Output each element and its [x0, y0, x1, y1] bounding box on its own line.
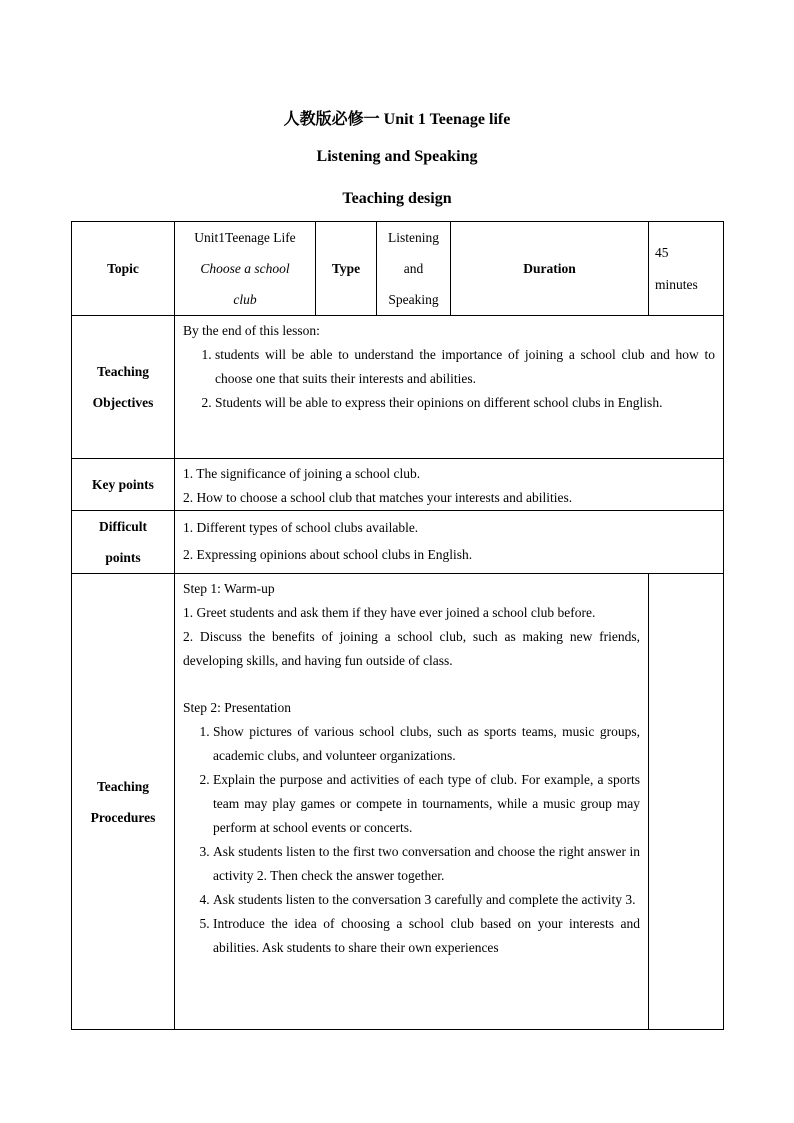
difficult-points-content [175, 511, 724, 574]
key-point-item: 2. How to choose a school club that matches your interests and abilities. [183, 490, 573, 505]
objectives-label-line: Teaching [96, 364, 150, 379]
step2-item: 4. Ask students listen to the conversation 3 carefully and complete the activity 3. [213, 888, 640, 912]
step2-list [183, 720, 640, 960]
notes-column [649, 574, 724, 1030]
difficult-points-label [72, 511, 175, 574]
duration-line: minutes [655, 276, 698, 292]
procedures-content [175, 574, 649, 1030]
key-points-content [175, 459, 724, 511]
difficult-points-row [72, 511, 724, 574]
difficult-point-item: 1. Different types of school clubs available. [183, 520, 419, 535]
topic-line: Unit1Teenage Life [194, 230, 296, 245]
objectives-row [72, 316, 724, 459]
document-heading: Teaching design [342, 190, 452, 207]
type-line: Listening [388, 230, 439, 245]
duration-value [649, 222, 724, 316]
objectives-content [175, 316, 724, 459]
type-value [377, 222, 451, 316]
document-title: 人教版必修一 Unit 1 Teenage life [283, 111, 511, 128]
step1-title: Step 1: Warm-up [183, 581, 275, 596]
step2-item: 5. Introduce the idea of choosing a school club based on your interests and abilities. Ask students to share their own experiences [213, 912, 640, 960]
key-points-label: Key points [72, 459, 175, 511]
procedures-label-line: Teaching [96, 778, 150, 794]
procedures-label [72, 574, 175, 1030]
topic-value [175, 222, 316, 316]
type-line: Speaking [388, 292, 439, 307]
topic-label: Topic [72, 222, 175, 316]
key-points-row [72, 459, 724, 511]
objectives-label-line: Objectives [92, 395, 154, 410]
objective-item: 2. Students will be able to express their opinions on different school clubs in English. [215, 391, 715, 415]
topic-line: club [233, 292, 257, 307]
step2-item: 2. Explain the purpose and activities of each type of club. For example, a sports team may play games or compete in tournaments, while a music group may perform at school events or concerts. [213, 768, 640, 840]
info-row [72, 222, 724, 316]
step1-item: 2. Discuss the benefits of joining a school club, such as making new friends, developing skills, and having fun outside of class. [183, 629, 640, 668]
procedures-label-line: Procedures [90, 809, 156, 825]
difficult-label-line: points [105, 550, 141, 565]
step1-item: 1. Greet students and ask them if they have ever joined a school club before. [183, 605, 596, 620]
duration-line: 45 [655, 244, 669, 260]
objectives-list [183, 343, 715, 415]
spacer [183, 673, 640, 696]
type-label: Type [316, 222, 377, 316]
duration-label: Duration [451, 222, 649, 316]
topic-line: Choose a school [200, 261, 290, 276]
objectives-intro: By the end of this lesson: [183, 323, 320, 338]
document-subtitle: Listening and Speaking [316, 148, 478, 165]
difficult-point-item: 2. Expressing opinions about school clubs in English. [183, 547, 473, 562]
procedures-row [72, 574, 724, 1030]
teaching-design-table [71, 221, 724, 1030]
key-point-item: 1. The significance of joining a school club. [183, 466, 421, 481]
difficult-label-line: Difficult [99, 519, 147, 534]
objective-item: 1. students will be able to understand the importance of joining a school club and how to choose one that suits their interests and abilities. [215, 343, 715, 391]
objectives-label [72, 316, 175, 459]
step2-title: Step 2: Presentation [183, 700, 291, 715]
step2-item: 3. Ask students listen to the first two conversation and choose the right answer in activity 2. Then check the answer together. [213, 840, 640, 888]
type-line: and [403, 261, 424, 276]
step2-item: 1. Show pictures of various school clubs, such as sports teams, music groups, academic clubs, and volunteer organizations. [213, 720, 640, 768]
